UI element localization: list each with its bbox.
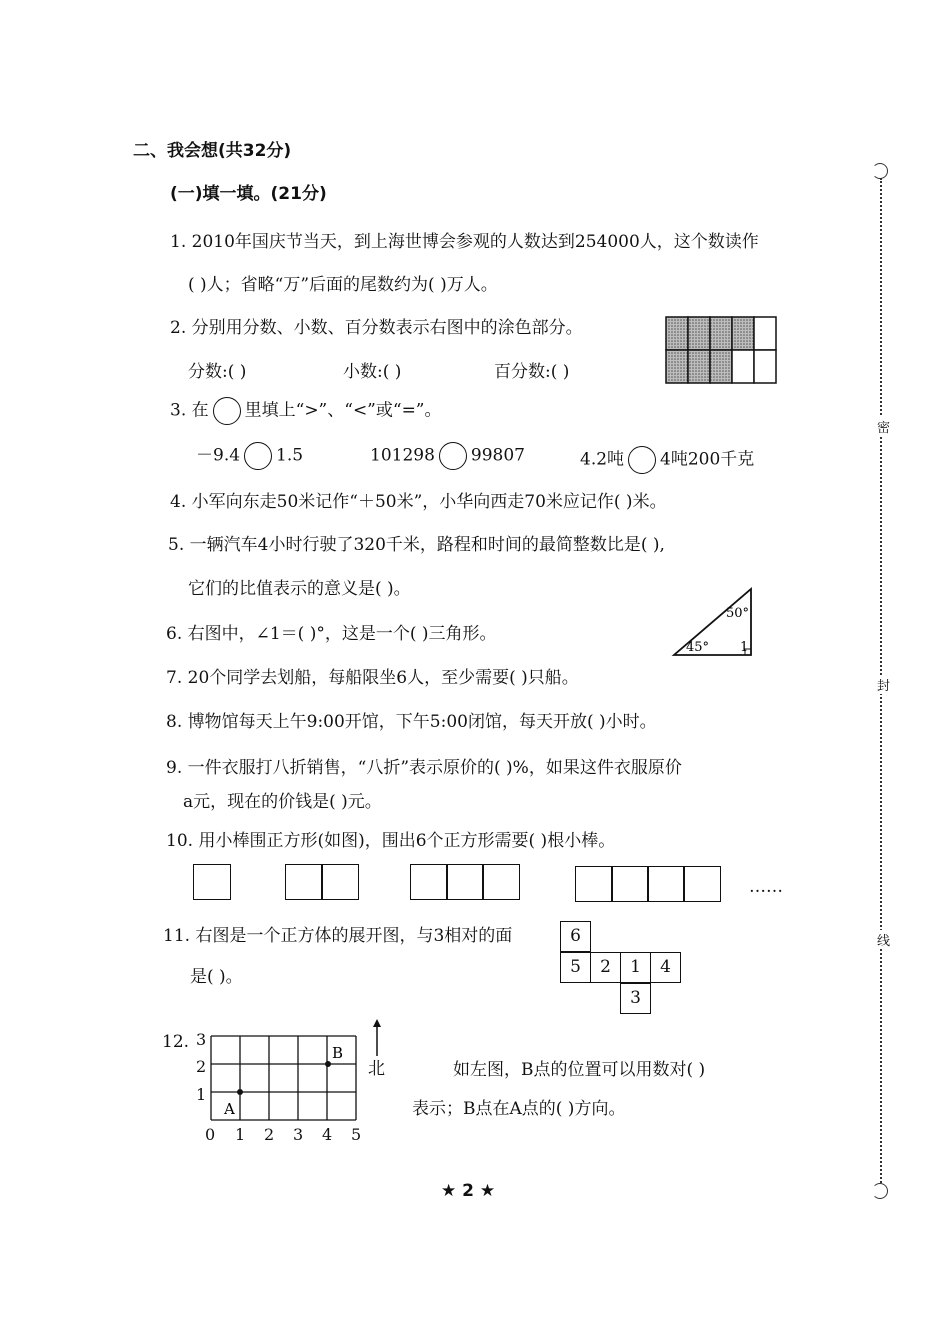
q9-line2: a元，现在的价钱是( )元。 xyxy=(183,792,382,812)
shaded-cell xyxy=(688,317,710,350)
empty-cell xyxy=(754,317,776,350)
binding-circle-top-icon xyxy=(872,163,888,179)
q12-text2: 表示；B点在A点的( )方向。 xyxy=(412,1099,626,1119)
compare-circle-3[interactable] xyxy=(628,446,656,474)
page-number: ★ 2 ★ xyxy=(441,1181,496,1201)
north-label: 北 xyxy=(368,1059,385,1079)
coordinate-grid xyxy=(208,1034,362,1124)
section-title: 二、我会想(共32分) xyxy=(133,141,292,161)
stick-square xyxy=(410,864,448,900)
north-arrow-icon xyxy=(370,1018,384,1058)
binding-circle-bottom-icon xyxy=(872,1183,888,1199)
compare-circle-2[interactable] xyxy=(439,442,467,470)
q5-line2: 它们的比值表示的意义是( )。 xyxy=(188,579,411,599)
stick-square xyxy=(611,866,649,902)
side-char-2: 封 xyxy=(877,675,890,694)
q10-line1: 10. 用小棒围正方形(如图)，围出6个正方形需要( )根小棒。 xyxy=(166,831,616,851)
side-char-3: 线 xyxy=(877,930,890,949)
q3-text-a: 3. 在 xyxy=(170,400,209,421)
side-char-1: 密 xyxy=(877,417,890,436)
cube-face: 4 xyxy=(650,952,681,983)
x-tick-3: 3 xyxy=(293,1125,304,1144)
compare-circle-1[interactable] xyxy=(244,442,272,470)
q3-compare-1 xyxy=(196,442,303,470)
compare-circle-icon xyxy=(213,397,241,425)
q2-grid-cells xyxy=(666,317,776,383)
y-tick-2: 2 xyxy=(196,1057,207,1076)
y-tick-1: 1 xyxy=(196,1085,207,1104)
x-tick-5: 5 xyxy=(351,1125,362,1144)
x-tick-0: 0 xyxy=(205,1125,216,1144)
stick-square xyxy=(285,864,323,900)
q3-text-b: 里填上“>”、“<”或“=”。 xyxy=(244,400,442,421)
q7-line1: 7. 20个同学去划船，每船限坐6人，至少需要( )只船。 xyxy=(166,668,579,688)
empty-cell xyxy=(754,350,776,383)
stick-square xyxy=(575,866,613,902)
triangle-figure xyxy=(668,583,758,663)
angle-left-label: 45° xyxy=(686,640,710,655)
shaded-cell xyxy=(710,317,732,350)
empty-cell xyxy=(732,350,754,383)
q11-line1: 11. 右图是一个正方体的展开图，与3相对的面 xyxy=(163,926,513,946)
q12-text1: 如左图，B点的位置可以用数对( ) xyxy=(453,1060,706,1080)
q3-c2-left: 101298 xyxy=(370,445,435,466)
q2-percent-label: 百分数:( ) xyxy=(494,362,570,382)
q3-c2-right: 99807 xyxy=(470,445,525,466)
x-tick-1: 1 xyxy=(235,1125,246,1144)
shaded-cell xyxy=(710,350,732,383)
x-tick-2: 2 xyxy=(264,1125,275,1144)
point-a-label: A xyxy=(224,1100,235,1118)
stick-square xyxy=(446,864,484,900)
q1-line1: 1. 2010年国庆节当天，到上海世博会参观的人数达到254000人，这个数读作 xyxy=(170,232,759,252)
angle-1-label: 1 xyxy=(740,640,749,655)
stick-square xyxy=(321,864,359,900)
q11-line2: 是( )。 xyxy=(190,967,243,987)
q3-compare-2 xyxy=(370,442,525,470)
q3-c3-right: 4吨200千克 xyxy=(660,449,755,470)
q3-c1-right: 1.5 xyxy=(276,445,304,466)
q12-number: 12. xyxy=(162,1032,190,1052)
cube-face: 3 xyxy=(620,983,651,1014)
q3-c1-left: －9.4 xyxy=(196,445,241,466)
point-b-label: B xyxy=(332,1044,344,1062)
q2-fraction-label: 分数:( ) xyxy=(188,362,247,382)
stick-square xyxy=(482,864,520,900)
y-tick-3: 3 xyxy=(196,1030,207,1049)
q3-line1 xyxy=(170,397,442,425)
cube-face: 6 xyxy=(560,921,591,952)
q9-line1: 9. 一件衣服打八折销售，“八折”表示原价的( )%，如果这件衣服原价 xyxy=(166,758,682,778)
q3-compare-3 xyxy=(580,446,754,474)
cube-face: 5 xyxy=(560,952,591,983)
stick-square xyxy=(193,864,231,900)
q6-line1: 6. 右图中，∠1＝( )°，这是一个( )三角形。 xyxy=(166,624,497,644)
stick-square xyxy=(683,866,721,902)
q1-line2: ( )人；省略“万”后面的尾数约为( )万人。 xyxy=(188,275,498,295)
cube-face: 2 xyxy=(590,952,621,983)
shaded-cell xyxy=(688,350,710,383)
shaded-cell xyxy=(666,317,688,350)
q2-decimal-label: 小数:( ) xyxy=(343,362,402,382)
q5-line1: 5. 一辆汽车4小时行驶了320千米，路程和时间的最简整数比是( ), xyxy=(168,535,665,555)
cube-face: 1 xyxy=(620,952,651,983)
shaded-cell xyxy=(666,350,688,383)
shaded-cell xyxy=(732,317,754,350)
angle-top-label: 50° xyxy=(726,606,750,621)
q3-c3-left: 4.2吨 xyxy=(580,449,625,470)
q10-ellipsis: …… xyxy=(749,877,783,897)
q8-line1: 8. 博物馆每天上午9:00开馆，下午5:00闭馆，每天开放( )小时。 xyxy=(166,712,657,732)
q4-line1: 4. 小军向东走50米记作“＋50米”，小华向西走70米应记作( )米。 xyxy=(170,492,667,512)
x-tick-4: 4 xyxy=(322,1125,333,1144)
shaded-grid-figure xyxy=(665,316,779,386)
sub-section-title: (一)填一填。(21分) xyxy=(170,184,327,204)
stick-square xyxy=(647,866,685,902)
q2-line1: 2. 分别用分数、小数、百分数表示右图中的涂色部分。 xyxy=(170,318,583,338)
